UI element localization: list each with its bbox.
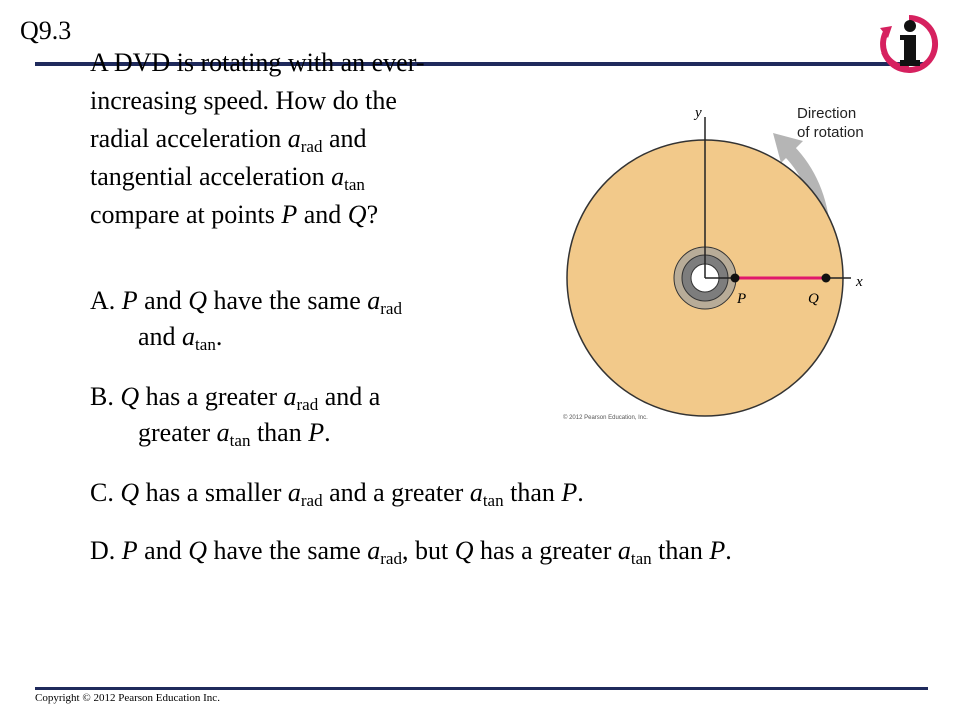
figure-credit: © 2012 Pearson Education, Inc.: [563, 415, 648, 421]
copyright-text: Copyright © 2012 Pearson Education Inc.: [35, 692, 220, 704]
q-label: Q: [808, 291, 819, 307]
y-axis-label: y: [695, 105, 702, 121]
question-line-3: radial acceleration $a_{rad}$ and: [90, 124, 367, 156]
p-label: P: [737, 291, 747, 307]
rotation-label-line-1: Direction: [797, 105, 857, 122]
answer-option-c[interactable]: C. Q has a smaller $a_{rad}$ and a greater $a_{tan}$ than P.: [90, 478, 584, 510]
point-p: [731, 274, 740, 283]
info-person-icon: [876, 12, 942, 74]
question-line-2: increasing speed. How do the: [90, 86, 397, 115]
answer-option-b[interactable]: B. Q has a greater $a_{rad}$ and a greater $a_{tan}$ than P.: [90, 382, 381, 450]
x-axis-label: x: [856, 274, 863, 290]
question-line-4: tangential acceleration $a_{tan}$: [90, 162, 365, 194]
question-line-5: compare at points P and Q?: [90, 200, 379, 229]
question-line-1: A DVD is rotating with an ever-: [90, 48, 425, 77]
answer-option-a[interactable]: A. P and Q have the same $a_{rad}$ and $a_{tan}$.: [90, 286, 402, 354]
dvd-figure: [545, 95, 890, 430]
question-number: Q9.3: [20, 16, 72, 45]
point-q: [822, 274, 831, 283]
answer-option-d[interactable]: D. P and Q have the same $a_{rad}$, but Q has a greater $a_{tan}$ than P.: [90, 536, 732, 568]
rotation-label-line-2: of rotation: [797, 124, 864, 141]
bottom-rule: [35, 687, 928, 690]
question-text: [90, 44, 510, 234]
